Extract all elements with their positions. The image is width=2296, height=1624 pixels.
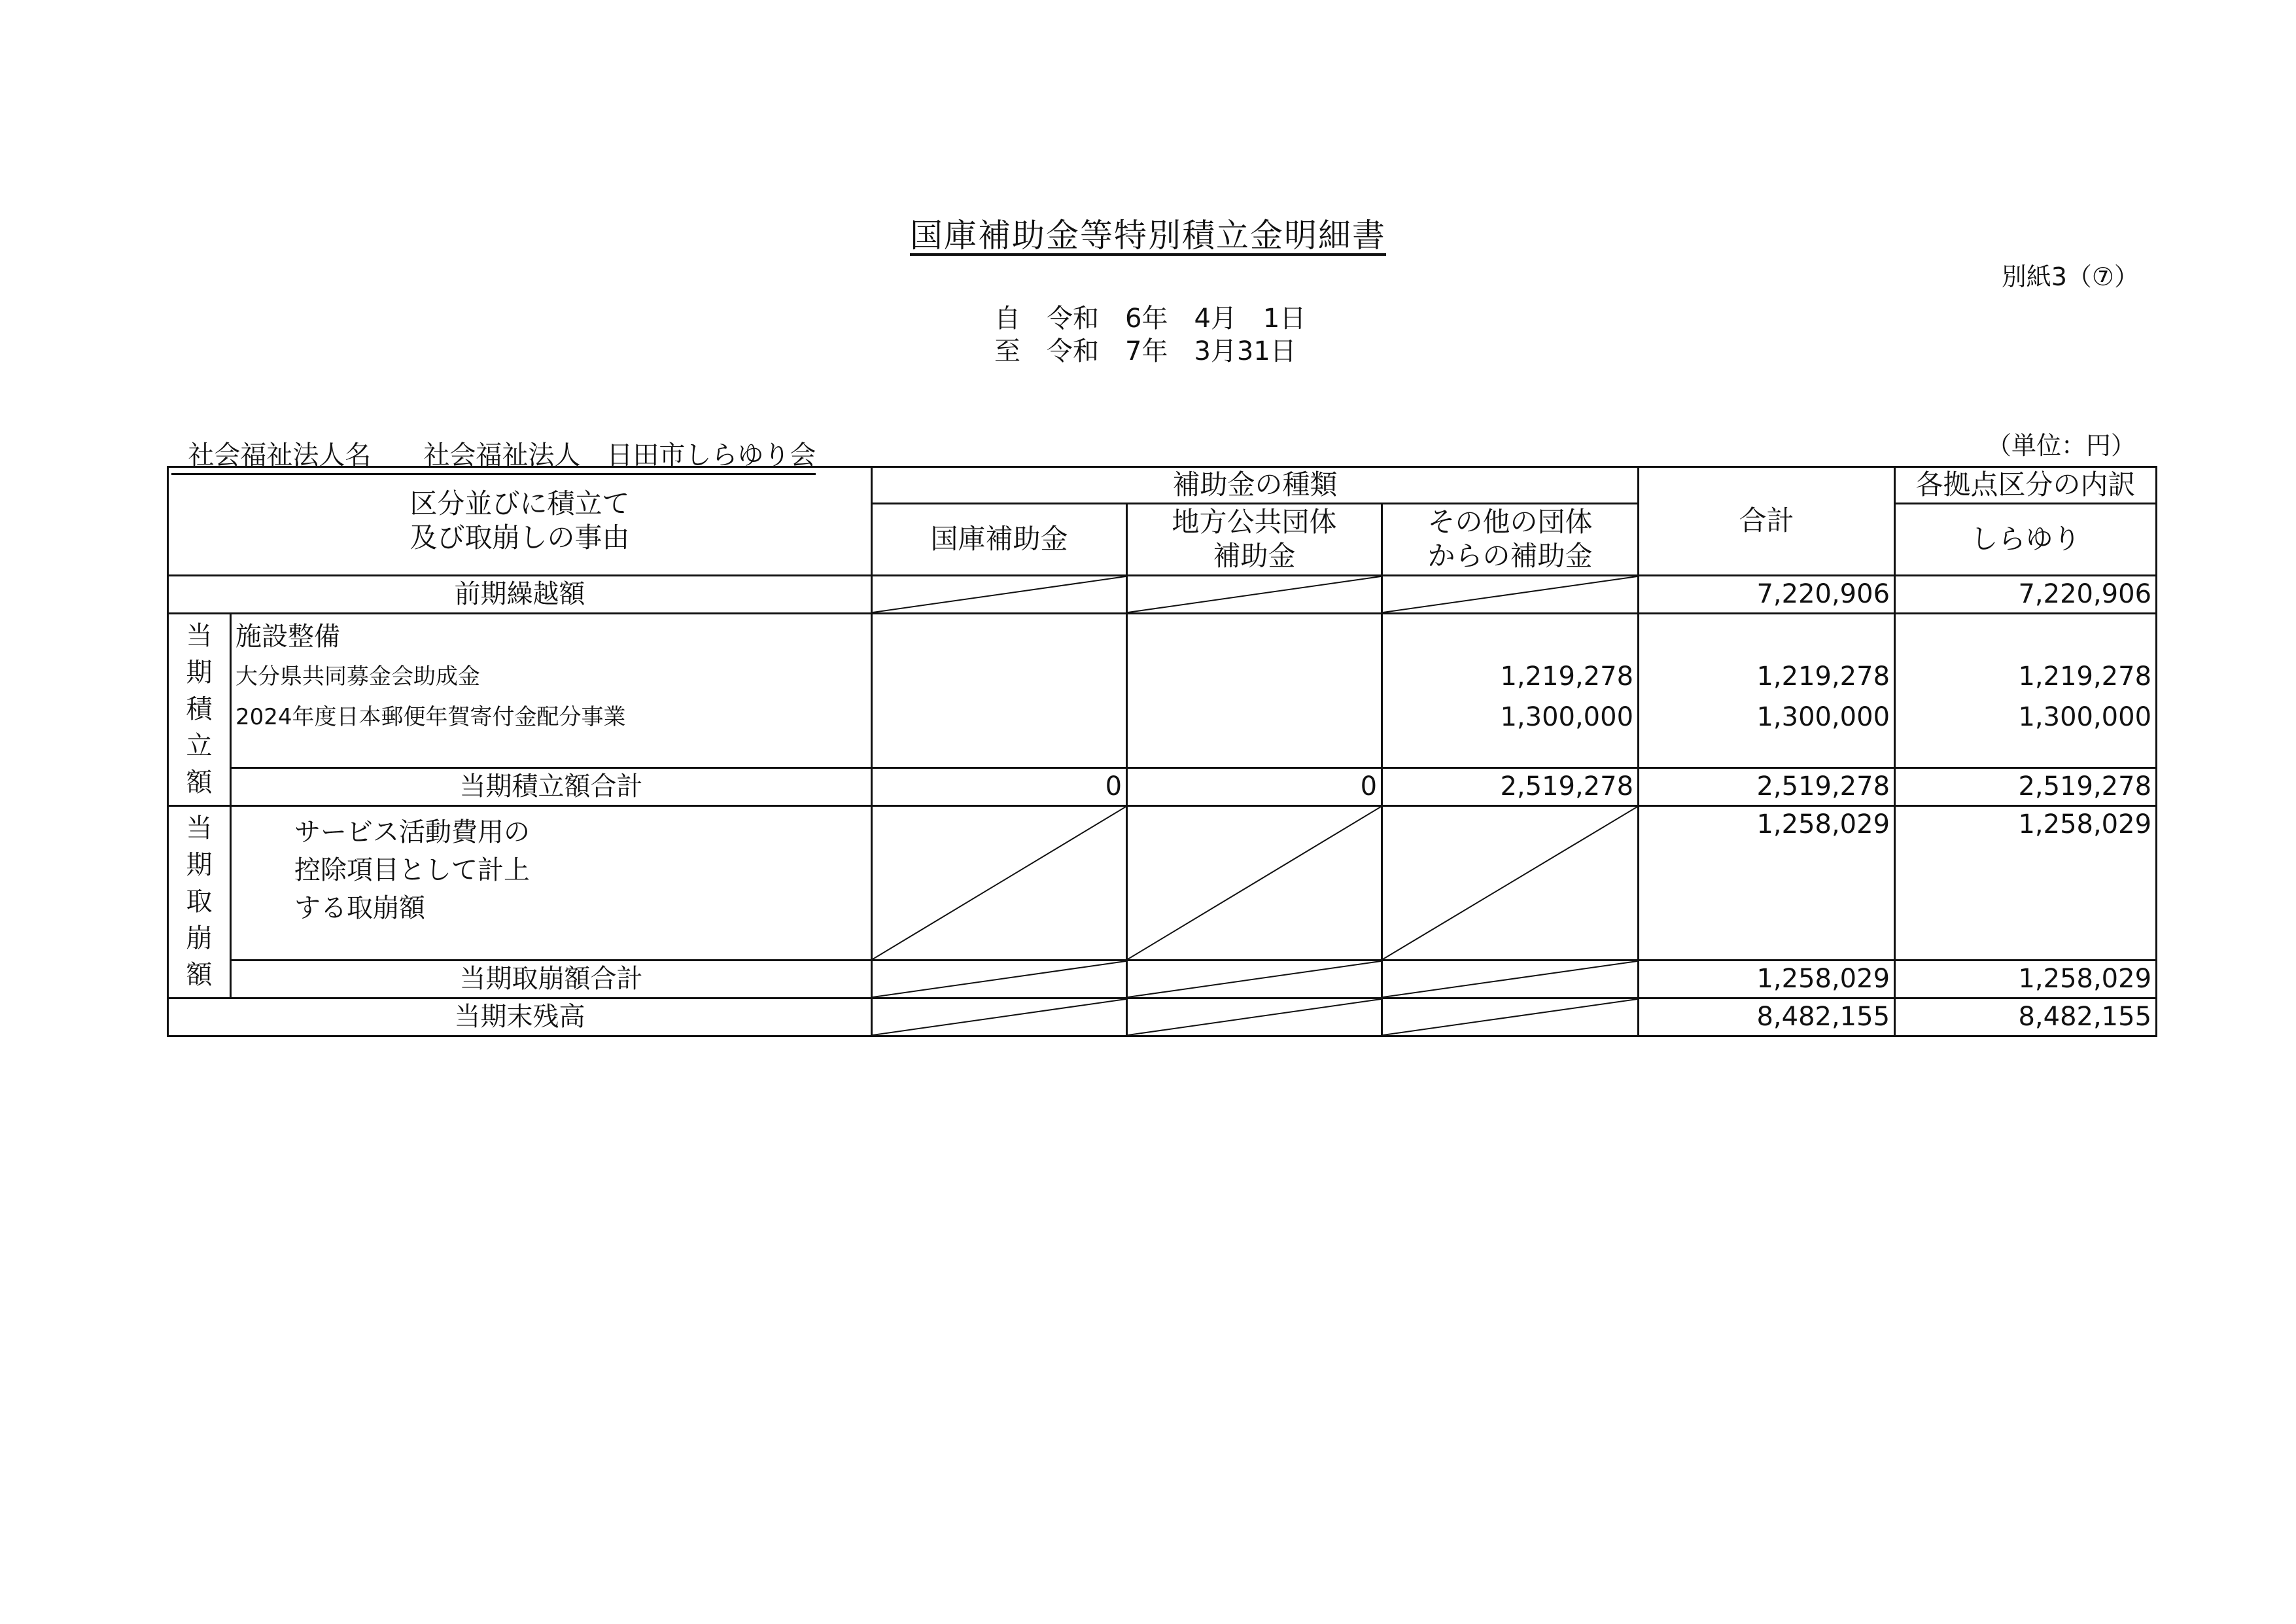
reversal-national-diagonal — [872, 805, 1127, 960]
header-breakdown: 各拠点区分の内訳 — [1895, 467, 2157, 504]
carryover-local-diagonal — [1127, 575, 1382, 613]
accumulation-item-label: 2024年度日本郵便年賀寄付金配分事業 — [235, 703, 626, 730]
reversal-site: 1,258,029 — [1895, 805, 2157, 960]
document-title: 国庫補助金等特別積立金明細書 — [910, 217, 1386, 255]
accumulation-item-site: 1,219,278 — [2018, 661, 2152, 692]
reversal-total: 1,258,029 — [1639, 805, 1895, 960]
header-subsidy-types: 補助金の種類 — [872, 467, 1639, 504]
accumulation-total-values — [1639, 613, 1895, 768]
reversal-local-diagonal — [1127, 805, 1382, 960]
accumulation-item-site: 1,300,000 — [2018, 701, 2152, 732]
row-reversal-subtotal — [168, 960, 2157, 998]
accumulation-item-label: 大分県共同募金会助成金 — [235, 663, 480, 690]
period-from: 自 令和 6年 4月 1日 — [994, 304, 1306, 334]
reversal-subtotal-other-diagonal — [1382, 960, 1639, 998]
accumulation-item-total: 1,300,000 — [1756, 701, 1890, 732]
reversal-subtotal-site: 1,258,029 — [1895, 960, 2157, 998]
reversal-subtotal-local-diagonal — [1127, 960, 1382, 998]
header-local: 地方公共団体 補助金 — [1127, 503, 1382, 575]
organization-line — [171, 404, 816, 475]
reversal-other-diagonal — [1382, 805, 1639, 960]
accumulation-subtotal-local: 0 — [1127, 768, 1382, 805]
accumulation-heading: 施設整備 — [235, 621, 340, 652]
ending-label: 当期末残高 — [168, 998, 872, 1036]
ending-site: 8,482,155 — [1895, 998, 2157, 1036]
unit-label: （単位：円） — [1986, 431, 2136, 460]
reversal-subtotal-label: 当期取崩額合計 — [231, 960, 872, 998]
carryover-site: 7,220,906 — [1895, 575, 2157, 613]
ending-total: 8,482,155 — [1639, 998, 1895, 1036]
header-national: 国庫補助金 — [872, 503, 1127, 575]
row-carryover — [168, 575, 2157, 613]
header-other: その他の団体 からの補助金 — [1382, 503, 1639, 575]
carryover-total: 7,220,906 — [1639, 575, 1895, 613]
accumulation-item-other: 1,219,278 — [1500, 661, 1634, 692]
row-ending-balance — [168, 998, 2157, 1036]
accumulation-subtotal-national: 0 — [872, 768, 1127, 805]
carryover-other-diagonal — [1382, 575, 1639, 613]
header-total: 合計 — [1639, 467, 1895, 576]
org-name: 社会福祉法人 日田市しらゆり会 — [423, 440, 816, 470]
row-accumulation-items — [168, 613, 2157, 768]
accumulation-item-total: 1,219,278 — [1756, 661, 1890, 692]
reversal-group-label: 当 期 取 崩 額 — [168, 805, 231, 998]
accumulation-items-cell — [231, 613, 872, 768]
reversal-subtotal-total: 1,258,029 — [1639, 960, 1895, 998]
accumulation-site-values — [1895, 613, 2157, 768]
carryover-label: 前期繰越額 — [168, 575, 872, 613]
accumulation-local-empty — [1127, 613, 1382, 768]
accumulation-other-values — [1382, 613, 1639, 768]
accumulation-subtotal-label: 当期積立額合計 — [231, 768, 872, 805]
accumulation-subtotal-site: 2,519,278 — [1895, 768, 2157, 805]
ending-national-diagonal — [872, 998, 1127, 1036]
document-number: 別紙3（⑦） — [2001, 262, 2139, 291]
ending-other-diagonal — [1382, 998, 1639, 1036]
carryover-national-diagonal — [872, 575, 1127, 613]
accumulation-group-label: 当 期 積 立 額 — [168, 613, 231, 805]
row-accumulation-subtotal — [168, 768, 2157, 805]
ending-local-diagonal — [1127, 998, 1382, 1036]
header-category: 区分並びに積立て 及び取崩しの事由 — [168, 467, 872, 576]
org-label: 社会福祉法人名 — [188, 440, 372, 470]
reversal-subtotal-national-diagonal — [872, 960, 1127, 998]
accumulation-national-empty — [872, 613, 1127, 768]
reserve-table — [167, 466, 2157, 1037]
accumulation-subtotal-other: 2,519,278 — [1382, 768, 1639, 805]
row-reversal — [168, 805, 2157, 960]
period-to: 至 令和 7年 3月31日 — [994, 336, 1296, 366]
accumulation-subtotal-total: 2,519,278 — [1639, 768, 1895, 805]
header-site: しらゆり — [1895, 503, 2157, 575]
accumulation-item-other: 1,300,000 — [1500, 701, 1634, 732]
reversal-description: サービス活動費用の 控除項目として計上 する取崩額 — [231, 805, 872, 960]
